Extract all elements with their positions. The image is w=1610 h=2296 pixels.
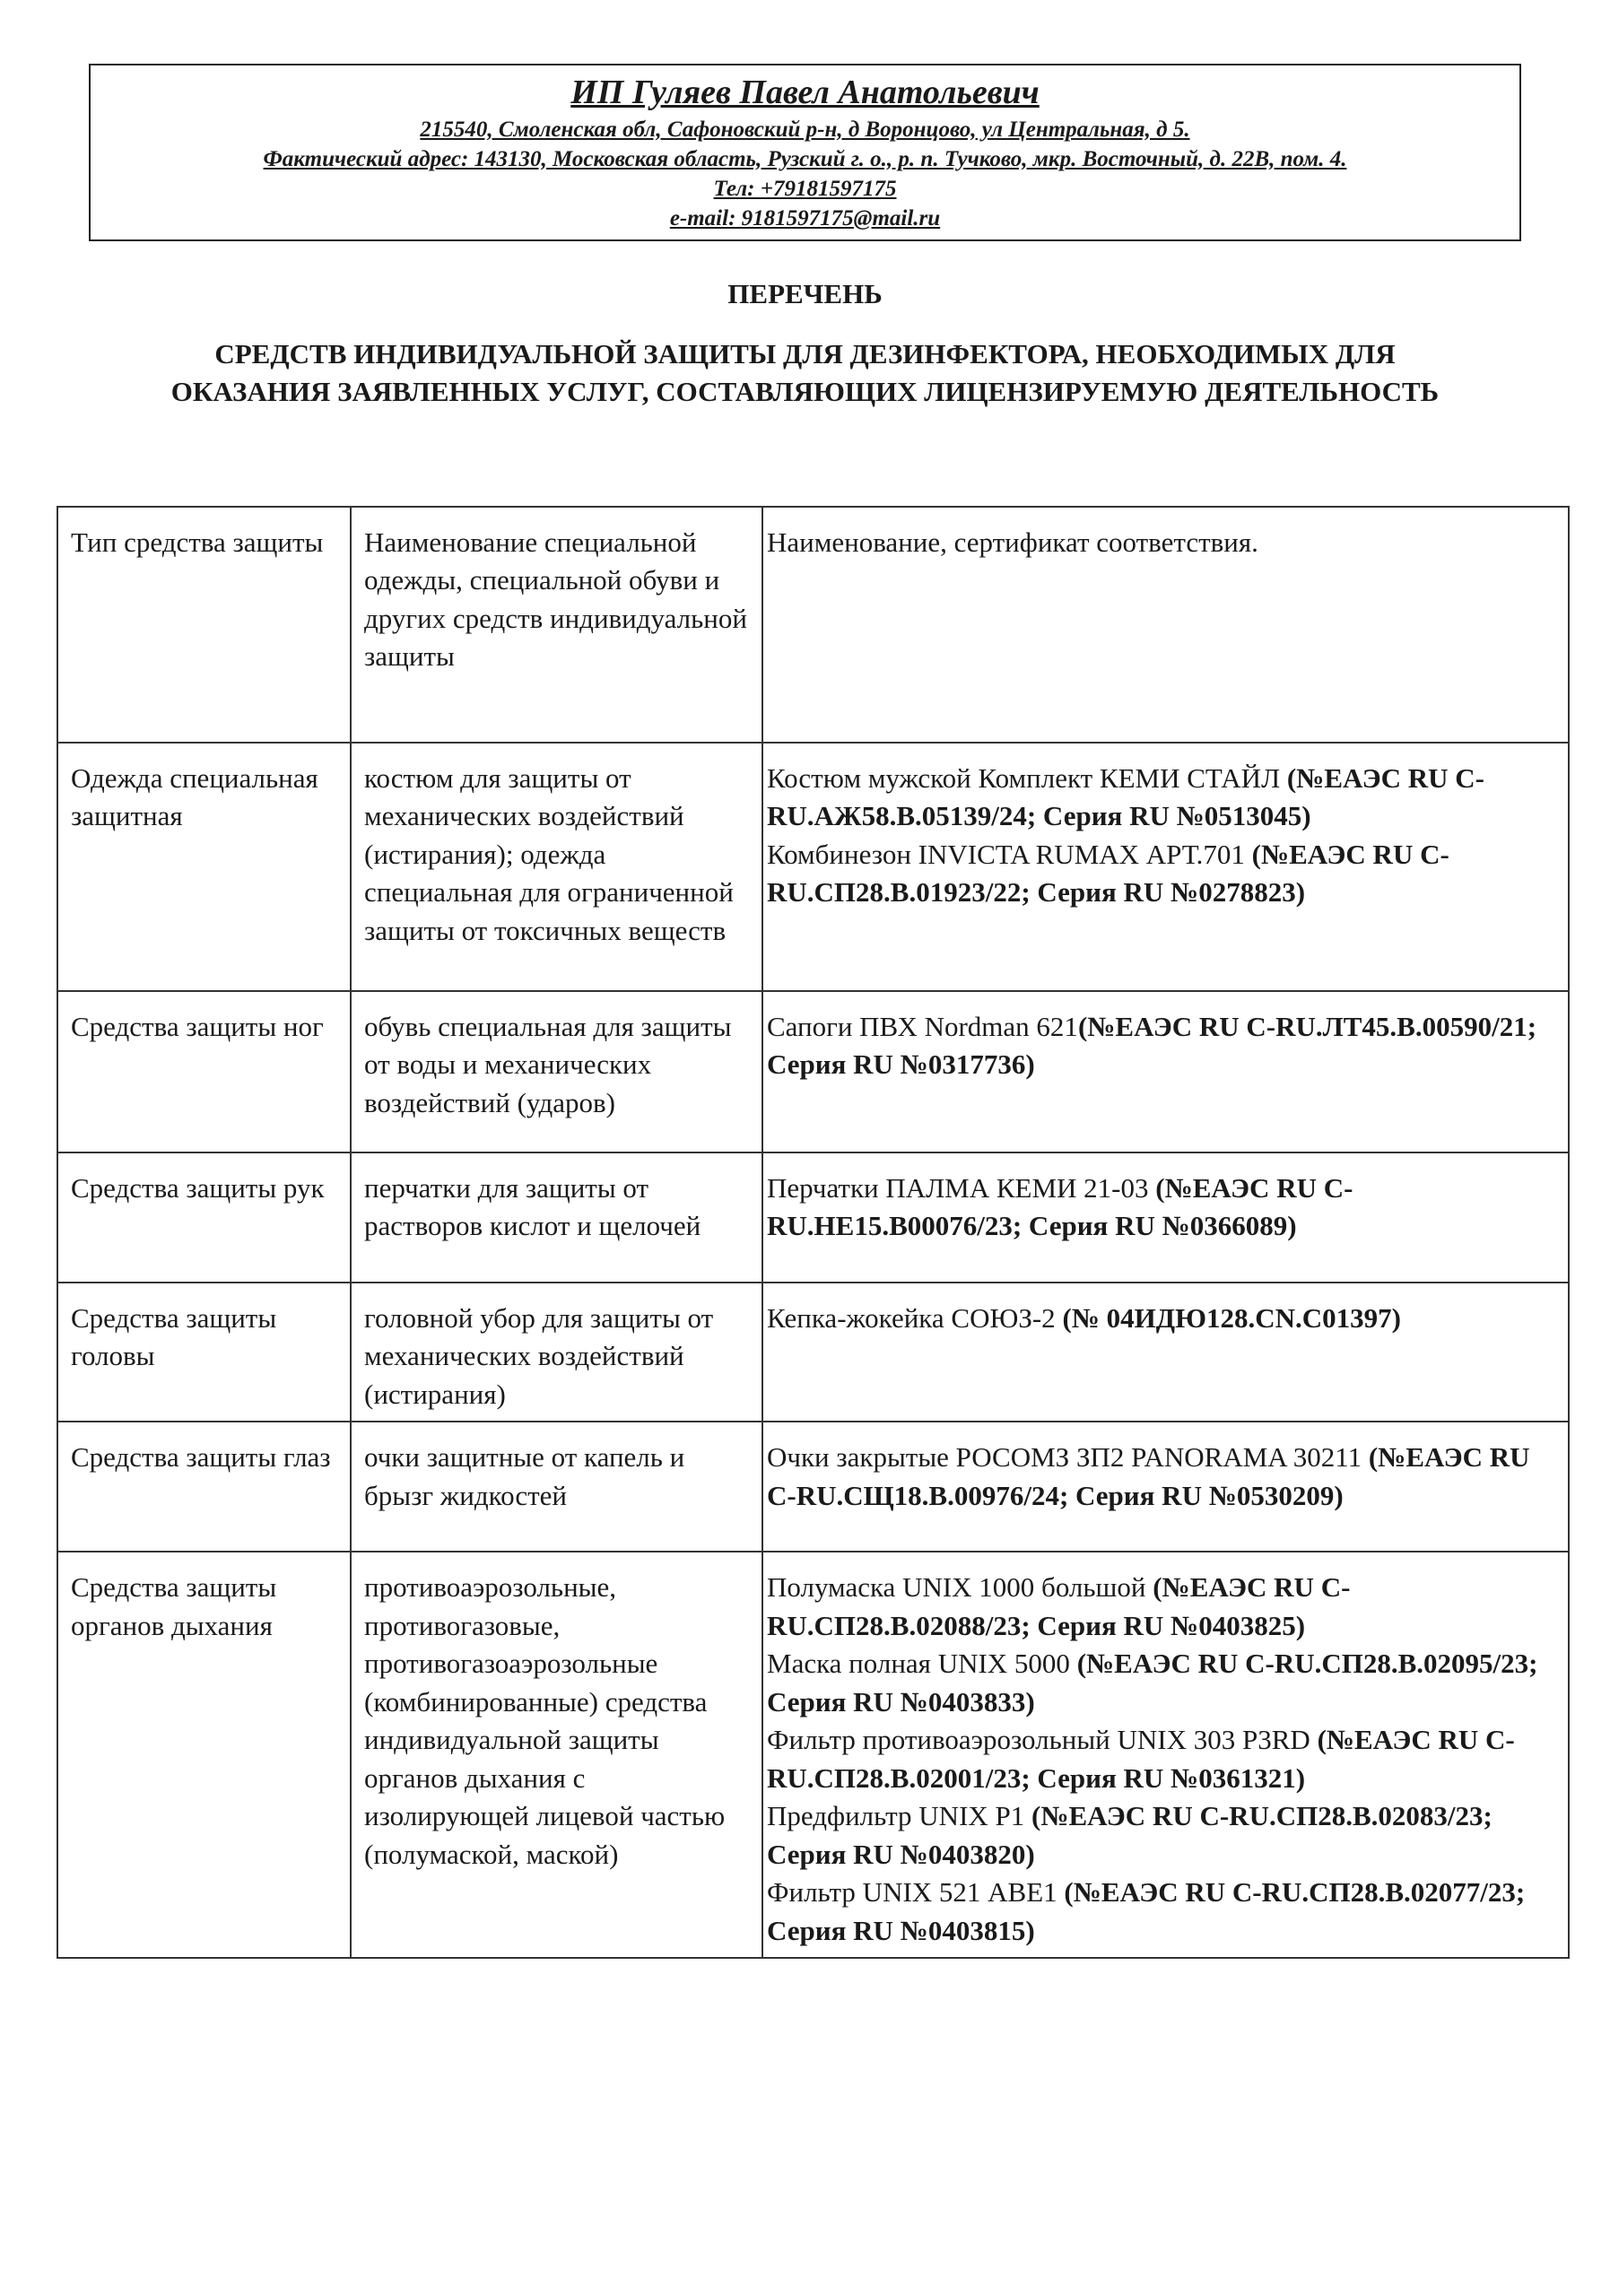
protection-type-cell: Средства защиты головы [57, 1283, 351, 1422]
protection-type-cell: Средства защиты глаз [57, 1422, 351, 1552]
product-name: Комбинезон INVICTA RUMAX АРТ.701 [767, 838, 1252, 870]
equipment-description-cell: обувь специальная для защиты от воды и механических воздействий (ударов) [351, 991, 762, 1152]
document-subtitle: СРЕДСТВ ИНДИВИДУАЛЬНОЙ ЗАЩИТЫ ДЛЯ ДЕЗИНФЕКТОРА, НЕОБХОДИМЫХ ДЛЯ ОКАЗАНИЯ ЗАЯВЛЕННЫХ УСЛУГ, СОСТАВЛЯЮЩИХ ЛИЦЕНЗИРУЕМУЮ ДЕЯТЕЛЬНОСТЬ [170, 338, 1440, 407]
certificate-cell [762, 991, 1569, 1152]
table-row [57, 1422, 1569, 1552]
ppe-table-body [57, 507, 1569, 1958]
protection-type-cell: Средства защиты рук [57, 1152, 351, 1283]
certificate-cell [762, 1283, 1569, 1422]
actual-address: Фактический адрес: 143130, Московская область, Рузский г. о., р. п. Тучково, мкр. Восточный, д. 22В, пом. 4. [263, 146, 1347, 171]
document-title: ПЕРЕЧЕНЬ [727, 278, 883, 309]
equipment-description-cell: противоаэрозольные, противогазовые, противогазоаэрозольные (комбинированные) средства индивидуальной защиты органов дыхания с изолирующей лицевой частью (полумаской, маской) [351, 1552, 762, 1958]
table-row [57, 1552, 1569, 1958]
certificate-number: (№ЕАЭС RU C-RU.СП28.В.02001/23; Серия RU №0361321) [767, 1724, 1515, 1794]
product-name: Фильтр противоаэрозольный UNIX 303 P3RD [767, 1724, 1318, 1756]
email: e-mail: 9181597175@mail.ru [669, 205, 941, 230]
protection-type-cell: Средства защиты ног [57, 991, 351, 1152]
product-name: Маска полная UNIX 5000 [767, 1648, 1077, 1680]
table-header-row [57, 507, 1569, 743]
certificate-cell [762, 1152, 1569, 1283]
equipment-description-cell: костюм для защиты от механических воздействий (истирания); одежда специальная для ограниченной защиты от токсичных веществ [351, 743, 762, 991]
certificate-cell [762, 1422, 1569, 1552]
product-name: Перчатки ПАЛМА КЕМИ 21-03 [767, 1172, 1156, 1204]
product-entry [767, 760, 1564, 836]
product-entry [767, 1874, 1564, 1950]
certificate-number: (№ЕАЭС RU C-RU.СП28.В.02077/23; Серия RU №0403815) [767, 1876, 1526, 1946]
product-entry [767, 1797, 1564, 1874]
product-entry [767, 1008, 1564, 1084]
product-name: Фильтр UNIX 521 АВЕ1 [767, 1876, 1065, 1909]
product-name: Предфильтр UNIX P1 [767, 1800, 1032, 1832]
header-cell-certificate: Наименование, сертификат соответствия. [762, 507, 1569, 743]
table-row [57, 1283, 1569, 1422]
equipment-description-cell: головной убор для защиты от механических воздействий (истирания) [351, 1283, 762, 1422]
product-name: Костюм мужской Комплект КЕМИ СТАЙЛ [767, 762, 1287, 794]
certificate-number: (№ЕАЭС RU C-RU.СП28.В.02095/23; Серия RU №0403833) [767, 1648, 1538, 1718]
legal-address: 215540, Смоленская обл, Сафоновский р-н, д Воронцово, ул Центральная, д 5. [420, 117, 1190, 142]
equipment-description-cell: перчатки для защиты от растворов кислот и щелочей [351, 1152, 762, 1283]
table-row [57, 991, 1569, 1152]
equipment-description-cell: очки защитные от капель и брызг жидкостей [351, 1422, 762, 1552]
certificate-number: (№ЕАЭС RU C-RU.СЩ18.В.00976/24; Серия RU №0530209) [767, 1441, 1530, 1511]
protection-type-cell: Средства защиты органов дыхания [57, 1552, 351, 1958]
product-name: Сапоги ПВХ Nordman 621 [767, 1011, 1078, 1042]
product-entry [767, 836, 1564, 912]
phone: Тел: +79181597175 [713, 176, 897, 201]
product-entry [767, 1439, 1564, 1515]
ppe-table [57, 506, 1570, 1959]
certificate-number: (№ЕАЭС RU C-RU.СП28.В.01923/22; Серия RU №0278823) [767, 838, 1449, 909]
product-entry [767, 1721, 1564, 1797]
product-name: Кепка-жокейка СОЮЗ-2 [767, 1302, 1063, 1334]
certificate-cell [762, 1552, 1569, 1958]
certificate-number: (№ЕАЭС RU C-RU.ЛТ45.В.00590/21; Серия RU №0317736) [767, 1011, 1537, 1081]
certificate-number: (№ЕАЭС RU C-RU.СП28.В.02088/23; Серия RU №0403825) [767, 1571, 1351, 1641]
certificate-number: (№ЕАЭС RU C-RU.НЕ15.В00076/23; Серия RU №0366089) [767, 1172, 1353, 1242]
certificate-number: (№ЕАЭС RU C-RU.СП28.В.02083/23; Серия RU №0403820) [767, 1800, 1493, 1870]
header-cell-description: Наименование специальной одежды, специальной обуви и других средств индивидуальной защиты [351, 507, 762, 743]
table-row [57, 1152, 1569, 1283]
product-entry [767, 1569, 1564, 1645]
product-entry [767, 1645, 1564, 1721]
product-name: Полумаска UNIX 1000 большой [767, 1571, 1153, 1604]
company-name: ИП Гуляев Павел Анатольевич [570, 74, 1040, 111]
letterhead [89, 64, 1521, 241]
protection-type-cell: Одежда специальная защитная [57, 743, 351, 991]
table-row [57, 743, 1569, 991]
product-entry [767, 1170, 1564, 1246]
header-cell-type: Тип средства защиты [57, 507, 351, 743]
certificate-number: (№ЕАЭС RU C-RU.АЖ58.В.05139/24; Серия RU №0513045) [767, 762, 1485, 832]
certificate-cell [762, 743, 1569, 991]
certificate-number: (№ 04ИДЮ128.CN.С01397) [1062, 1302, 1401, 1334]
product-entry [767, 1300, 1564, 1337]
product-name: Очки закрытые РОСОМЗ ЗП2 PANORAMA 30211 [767, 1441, 1369, 1474]
